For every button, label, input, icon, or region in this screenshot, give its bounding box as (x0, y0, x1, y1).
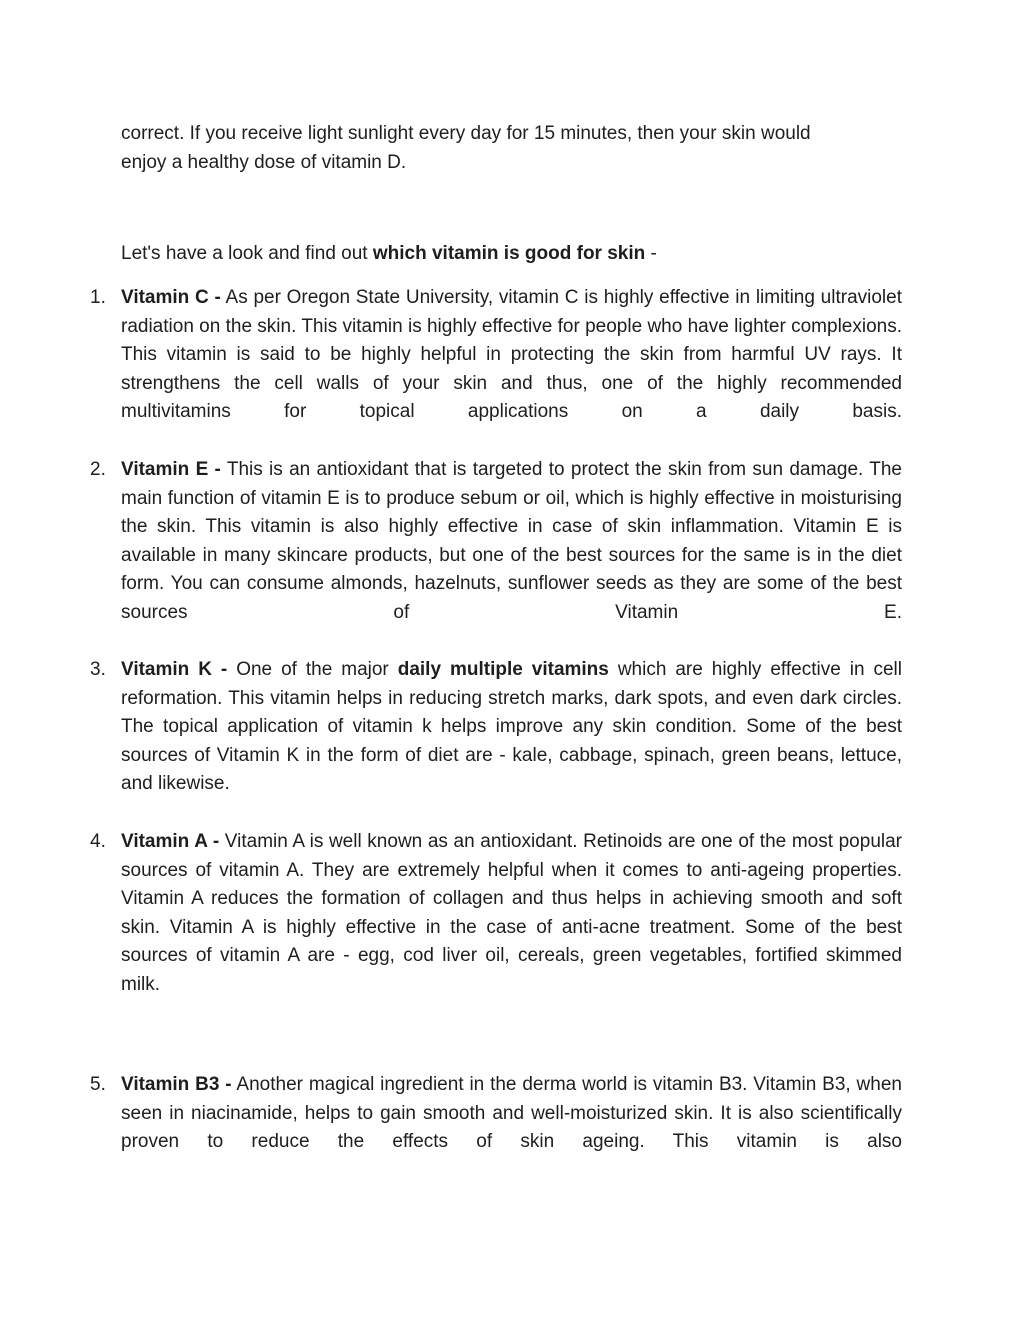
list-item-title: Vitamin K - (121, 659, 228, 680)
list-number: 5. (90, 1074, 106, 1095)
list-item-text (121, 456, 902, 628)
lead-bold-phrase: which vitamin is good for skin (372, 243, 646, 264)
lead-text: Let's have a look and find out (121, 243, 373, 264)
intro-line-2: enjoy a healthy dose of vitamin D. (121, 151, 407, 173)
list-item-body: Vitamin A is well known as an antioxidant. Retinoids are one of the most popular sources of vitamin A. They are extremely helpful when it comes to anti-ageing properties. Vitamin A reduces the formation of collagen and thus helps in achieving smooth and soft skin. Vitamin A is highly effective in the case of anti-acne treatment. Some of the best sources of vitamin A are - egg, cod liver oil, cereals, green vegetables, fortified skimmed milk. (121, 831, 902, 995)
list-item-text (121, 656, 902, 799)
list-item-body: As per Oregon State University, vitamin C is highly effective in limiting ultraviolet radiation on the skin. This vitamin is highly effective for people who have lighter complexions. This vitamin is said to be highly helpful in protecting the skin from harmful UV rays. It strengthens the cell walls of your skin and thus, one of the highly recommended multivitamins for topical applications on a daily basis. (121, 287, 902, 423)
list-item-body: This is an antioxidant that is targeted to protect the skin from sun damage. The main function of vitamin E is to produce sebum or oil, which is highly effective in moisturising the skin. This vitamin is also highly effective in case of skin inflammation. Vitamin E is available in many skincare products, but one of the best sources for the same is in the diet form. You can consume almonds, hazelnuts, sunflower seeds as they are some of the best sources of Vitamin E. (121, 459, 902, 623)
list-item-bold-phrase: daily multiple vitamins (397, 659, 609, 680)
intro-paragraph (121, 120, 902, 177)
list-number: 4. (90, 831, 106, 852)
list-item-body: Another magical ingredient in the derma world is vitamin B3. Vitamin B3, when seen in niacinamide, helps to gain smooth and well-moisturized skin. It is also scientifically proven to reduce the effects of skin ageing. This vitamin is also (121, 1074, 902, 1153)
list-item-text (121, 1071, 902, 1157)
list-item-title: Vitamin B3 - (121, 1074, 232, 1095)
list-item-body: which are highly effective in cell reformation. This vitamin helps in reducing stretch marks, dark spots, and even dark circles. The topical application of vitamin k helps improve any skin condition. Some of the best sources of Vitamin K in the form of diet are - kale, cabbage, spinach, green beans, lettuce, and likewise. (121, 659, 902, 795)
list-number: 2. (90, 459, 106, 480)
intro-line-1: correct. If you receive light sunlight every day for 15 minutes, then your skin would (121, 123, 811, 144)
list-number: 1. (90, 287, 106, 308)
list-item-text (121, 284, 902, 427)
lead-trailing: - (645, 243, 657, 264)
list-item-body-lead: One of the major (227, 659, 398, 680)
list-number: 3. (90, 659, 106, 680)
list-item-title: Vitamin C - (121, 287, 221, 308)
list-item-text (121, 828, 902, 1000)
lead-sentence (121, 240, 902, 269)
list-item-title: Vitamin A - (121, 831, 220, 852)
list-item-title: Vitamin E - (121, 459, 221, 480)
